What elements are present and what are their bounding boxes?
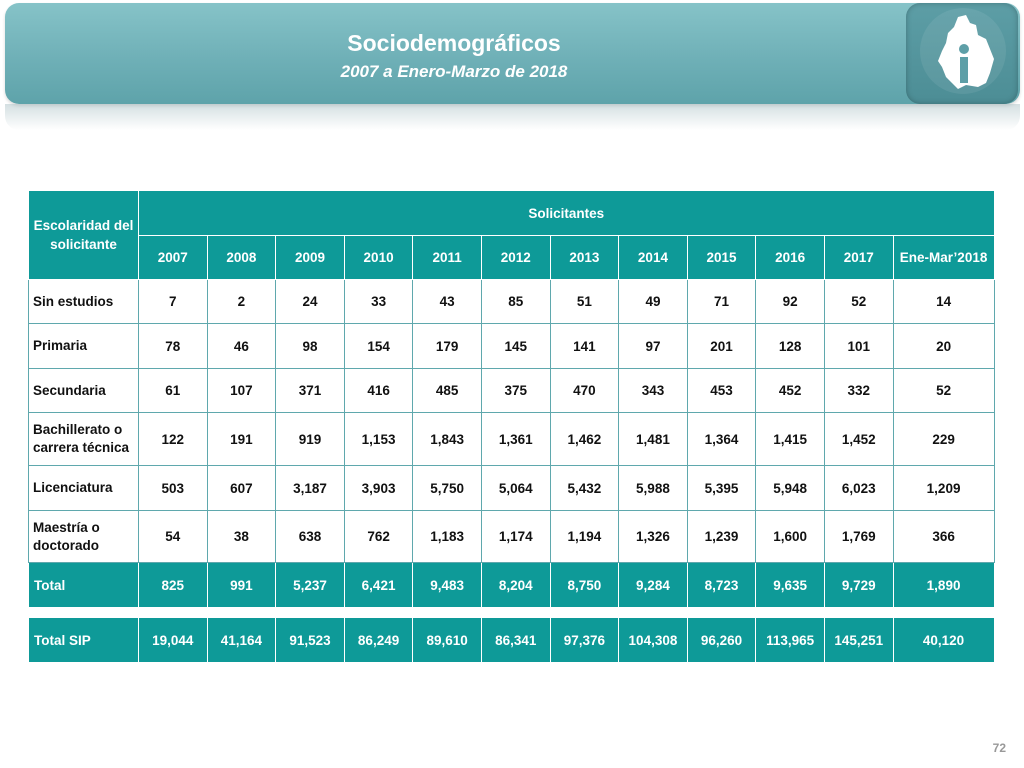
table-cell: 24 bbox=[276, 280, 345, 324]
total-sip-row bbox=[29, 618, 995, 663]
total-cell: 9,635 bbox=[756, 563, 825, 608]
page-title: Sociodemográficos bbox=[347, 30, 561, 56]
row-header: Escolaridad del solicitante bbox=[29, 191, 139, 280]
cdmx-map-logo-icon bbox=[906, 3, 1018, 104]
table-cell: 101 bbox=[824, 324, 893, 369]
table-cell: 52 bbox=[824, 280, 893, 324]
total-cell: 5,237 bbox=[276, 563, 345, 608]
table-cell: 98 bbox=[276, 324, 345, 369]
table-cell: 1,174 bbox=[481, 511, 550, 563]
year-header: 2007 bbox=[139, 236, 208, 280]
table-cell: 1,462 bbox=[550, 413, 619, 466]
total-sip-cell: 145,251 bbox=[824, 618, 893, 663]
table-cell: 1,194 bbox=[550, 511, 619, 563]
table-cell: 3,903 bbox=[344, 466, 413, 511]
table-cell: 1,769 bbox=[824, 511, 893, 563]
table-cell: 485 bbox=[413, 369, 482, 413]
table-cell: 97 bbox=[619, 324, 688, 369]
total-sip-cell: 86,341 bbox=[481, 618, 550, 663]
table-cell: 1,364 bbox=[687, 413, 756, 466]
table-cell: 141 bbox=[550, 324, 619, 369]
table-cell: 1,183 bbox=[413, 511, 482, 563]
total-sip-cell: 104,308 bbox=[619, 618, 688, 663]
year-header: 2012 bbox=[481, 236, 550, 280]
total-cell: 991 bbox=[207, 563, 276, 608]
table-cell: 85 bbox=[481, 280, 550, 324]
total-sip-cell: 113,965 bbox=[756, 618, 825, 663]
table-cell: 1,361 bbox=[481, 413, 550, 466]
table-cell: 5,064 bbox=[481, 466, 550, 511]
table-cell: 5,395 bbox=[687, 466, 756, 511]
table-cell: 38 bbox=[207, 511, 276, 563]
year-header: 2015 bbox=[687, 236, 756, 280]
table-cell: 5,432 bbox=[550, 466, 619, 511]
total-sip-cell: 97,376 bbox=[550, 618, 619, 663]
table-cell: 2 bbox=[207, 280, 276, 324]
year-header: 2008 bbox=[207, 236, 276, 280]
banner-shadow bbox=[5, 104, 1020, 130]
table-cell: 14 bbox=[893, 280, 994, 324]
table-cell: 452 bbox=[756, 369, 825, 413]
table-cell: 145 bbox=[481, 324, 550, 369]
table-cell: 179 bbox=[413, 324, 482, 369]
year-header: 2013 bbox=[550, 236, 619, 280]
table-row bbox=[29, 511, 995, 563]
table-cell: 6,023 bbox=[824, 466, 893, 511]
year-header: 2009 bbox=[276, 236, 345, 280]
total-label: Total bbox=[29, 563, 139, 608]
total-sip-table bbox=[28, 617, 995, 663]
row-label: Bachillerato o carrera técnica bbox=[29, 413, 139, 466]
table-cell: 416 bbox=[344, 369, 413, 413]
logo-box bbox=[906, 3, 1018, 104]
total-cell: 825 bbox=[139, 563, 208, 608]
table-cell: 470 bbox=[550, 369, 619, 413]
table-cell: 1,415 bbox=[756, 413, 825, 466]
table-cell: 78 bbox=[139, 324, 208, 369]
table-row bbox=[29, 280, 995, 324]
table-cell: 3,187 bbox=[276, 466, 345, 511]
table-cell: 1,600 bbox=[756, 511, 825, 563]
table-row bbox=[29, 413, 995, 466]
table-cell: 1,153 bbox=[344, 413, 413, 466]
total-cell: 9,729 bbox=[824, 563, 893, 608]
row-label: Primaria bbox=[29, 324, 139, 369]
table-cell: 92 bbox=[756, 280, 825, 324]
total-sip-label: Total SIP bbox=[29, 618, 139, 663]
page-subtitle: 2007 a Enero-Marzo de 2018 bbox=[340, 62, 568, 81]
table-cell: 122 bbox=[139, 413, 208, 466]
year-header: Ene-Mar’2018 bbox=[893, 236, 994, 280]
table-cell: 371 bbox=[276, 369, 345, 413]
total-sip-cell: 41,164 bbox=[207, 618, 276, 663]
total-row bbox=[29, 563, 995, 608]
table-cell: 107 bbox=[207, 369, 276, 413]
year-header: 2016 bbox=[756, 236, 825, 280]
total-sip-cell: 19,044 bbox=[139, 618, 208, 663]
row-label: Sin estudios bbox=[29, 280, 139, 324]
total-sip-cell: 96,260 bbox=[687, 618, 756, 663]
table-cell: 46 bbox=[207, 324, 276, 369]
table-cell: 201 bbox=[687, 324, 756, 369]
table-cell: 20 bbox=[893, 324, 994, 369]
total-cell: 1,890 bbox=[893, 563, 994, 608]
table-row bbox=[29, 324, 995, 369]
table-cell: 5,750 bbox=[413, 466, 482, 511]
table-cell: 638 bbox=[276, 511, 345, 563]
table-cell: 1,452 bbox=[824, 413, 893, 466]
table-cell: 229 bbox=[893, 413, 994, 466]
total-cell: 8,750 bbox=[550, 563, 619, 608]
total-cell: 9,284 bbox=[619, 563, 688, 608]
total-sip-cell: 86,249 bbox=[344, 618, 413, 663]
table-cell: 332 bbox=[824, 369, 893, 413]
total-cell: 8,204 bbox=[481, 563, 550, 608]
total-sip-cell: 89,610 bbox=[413, 618, 482, 663]
year-header: 2014 bbox=[619, 236, 688, 280]
table-cell: 128 bbox=[756, 324, 825, 369]
table-cell: 453 bbox=[687, 369, 756, 413]
total-sip-cell: 40,120 bbox=[893, 618, 994, 663]
table-cell: 1,209 bbox=[893, 466, 994, 511]
table-cell: 1,481 bbox=[619, 413, 688, 466]
table-cell: 7 bbox=[139, 280, 208, 324]
table-cell: 5,948 bbox=[756, 466, 825, 511]
total-cell: 9,483 bbox=[413, 563, 482, 608]
table-cell: 191 bbox=[207, 413, 276, 466]
row-label: Maestría o doctorado bbox=[29, 511, 139, 563]
table-cell: 366 bbox=[893, 511, 994, 563]
table-cell: 503 bbox=[139, 466, 208, 511]
year-header: 2017 bbox=[824, 236, 893, 280]
table-cell: 1,239 bbox=[687, 511, 756, 563]
table-cell: 51 bbox=[550, 280, 619, 324]
table-cell: 607 bbox=[207, 466, 276, 511]
table-cell: 52 bbox=[893, 369, 994, 413]
total-cell: 8,723 bbox=[687, 563, 756, 608]
table-cell: 919 bbox=[276, 413, 345, 466]
table-row bbox=[29, 369, 995, 413]
total-sip-cell: 91,523 bbox=[276, 618, 345, 663]
table-cell: 61 bbox=[139, 369, 208, 413]
row-label: Secundaria bbox=[29, 369, 139, 413]
table-cell: 1,326 bbox=[619, 511, 688, 563]
table-cell: 154 bbox=[344, 324, 413, 369]
table-cell: 5,988 bbox=[619, 466, 688, 511]
table-cell: 375 bbox=[481, 369, 550, 413]
table-cell: 762 bbox=[344, 511, 413, 563]
table-cell: 54 bbox=[139, 511, 208, 563]
table-cell: 1,843 bbox=[413, 413, 482, 466]
table-cell: 43 bbox=[413, 280, 482, 324]
table-cell: 71 bbox=[687, 280, 756, 324]
table-cell: 33 bbox=[344, 280, 413, 324]
table-cell: 49 bbox=[619, 280, 688, 324]
year-header: 2010 bbox=[344, 236, 413, 280]
group-header: Solicitantes bbox=[139, 191, 995, 236]
row-label: Licenciatura bbox=[29, 466, 139, 511]
page-number: 72 bbox=[992, 741, 1006, 755]
year-header: 2011 bbox=[413, 236, 482, 280]
table-cell: 343 bbox=[619, 369, 688, 413]
sociodemographic-table bbox=[28, 190, 995, 608]
total-cell: 6,421 bbox=[344, 563, 413, 608]
table-row bbox=[29, 466, 995, 511]
